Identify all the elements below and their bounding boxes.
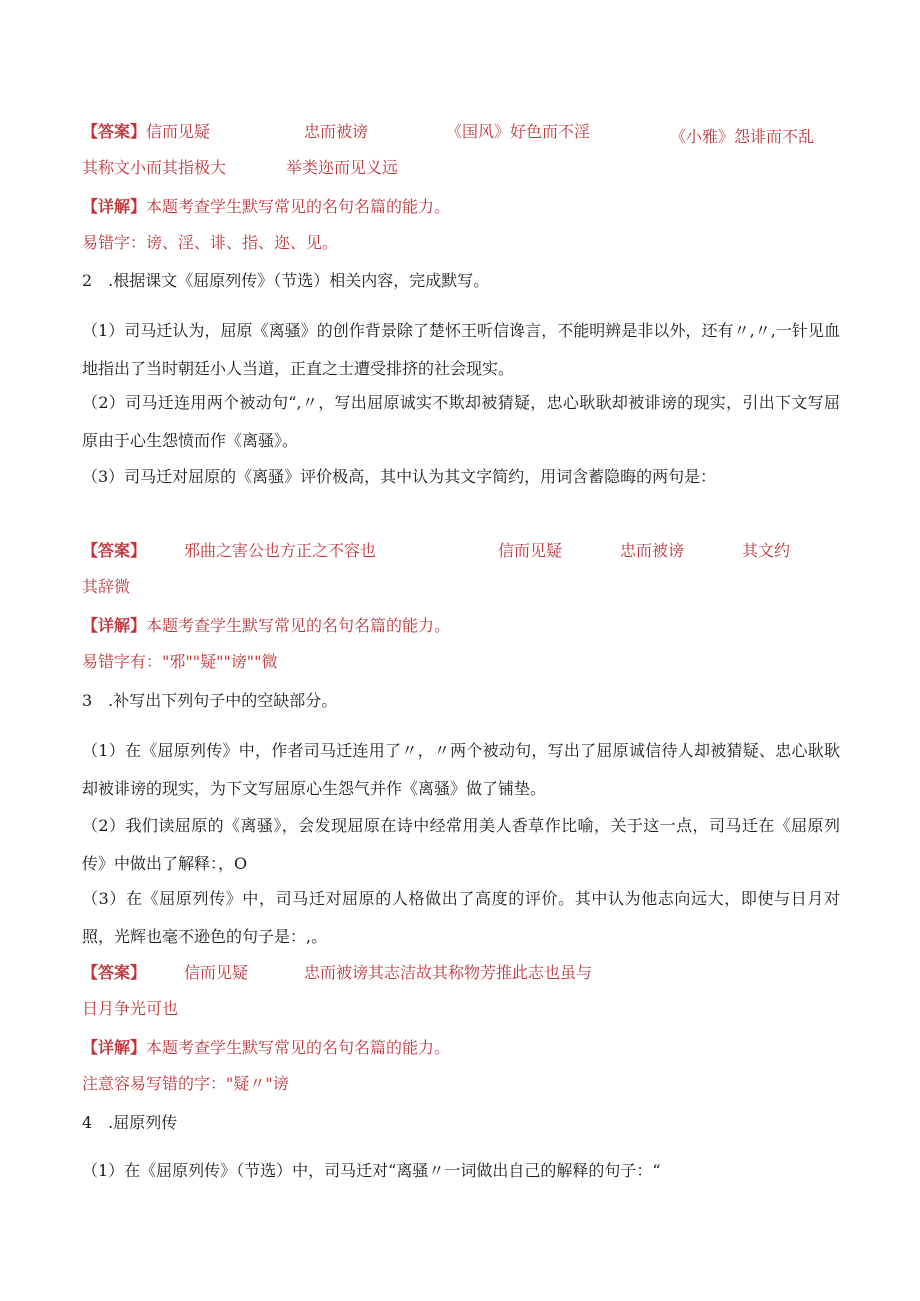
answer-item: 其辞微 bbox=[82, 577, 131, 596]
answer-label: 【答案】 bbox=[82, 122, 147, 141]
answer-item: 举类迩而见义远 bbox=[286, 158, 399, 177]
q2-error-chars: 易错字有："邪""疑""谤""微 bbox=[82, 652, 278, 671]
answer-item: 其文约 bbox=[742, 541, 791, 560]
q2-answer-label bbox=[82, 540, 146, 562]
detail-label: 【详解】 bbox=[82, 616, 147, 635]
answer-item: 信而见疑 bbox=[184, 963, 249, 982]
q3-heading: 3 .补写出下列句子中的空缺部分。 bbox=[82, 691, 338, 710]
q1-error-chars: 易错字：谤、淫、诽、指、迩、见。 bbox=[82, 233, 339, 252]
detail-label: 【详解】 bbox=[82, 197, 147, 216]
q3-detail bbox=[82, 1037, 450, 1059]
q3-item-3: （3）在《屈原列传》中，司马迁对屈原的人格做出了高度的评价。其中认为他志向远大，即使与日月对照，光辉也毫不逊色的句子是：,。 bbox=[82, 889, 840, 946]
q1-detail bbox=[82, 196, 450, 218]
answer-item: 其称文小而其指极大 bbox=[82, 158, 227, 177]
answer-item: 信而见疑 bbox=[498, 541, 563, 560]
answer-item: 《小雅》怨诽而不乱 bbox=[670, 127, 815, 146]
q2-item-3: （3）司马迁对屈原的《离骚》评价极高，其中认为其文字简约，用词含蓄隐晦的两句是： bbox=[82, 467, 717, 486]
detail-text: 本题考查学生默写常见的名句名篇的能力。 bbox=[146, 1038, 451, 1057]
answer-item: 忠而被谤 bbox=[620, 541, 685, 560]
answer-item: 《国风》好色而不淫 bbox=[446, 122, 591, 141]
detail-label: 【详解】 bbox=[82, 1038, 147, 1057]
q3-answer-label bbox=[82, 962, 146, 984]
q4-item-1: （1）在《屈原列传》（节选）中，司马迁对“离骚〃一词做出自己的解释的句子：“ bbox=[82, 1161, 661, 1180]
q3-item-2: （2）我们读屈原的《离骚》，会发现屈原在诗中经常用美人香草作比喻，关于这一点，司马迁在《屈原列传》中做出了解释：，O bbox=[82, 816, 840, 873]
answer-item: 日月争光可也 bbox=[82, 999, 179, 1018]
answer-label: 【答案】 bbox=[82, 963, 147, 982]
detail-text: 本题考查学生默写常见的名句名篇的能力。 bbox=[146, 197, 451, 216]
q3-item-1: （1）在《屈原列传》中，作者司马迁连用了〃，〃两个被动句，写出了屈原诚信待人却被猜疑、忠心耿耿却被诽谤的现实，为下文写屈原心生怨气并作《离骚》做了铺垫。 bbox=[82, 741, 840, 798]
answer-item: 信而见疑 bbox=[146, 122, 211, 141]
answer-item: 邪曲之害公也方正之不容也 bbox=[184, 541, 377, 560]
q2-item-2: （2）司马迁连用两个被动句“,〃，写出屈原诚实不欺却被猜疑，忠心耿耿却被诽谤的现实，引出下文写屈原由于心生怨愤而作《离骚》。 bbox=[82, 393, 840, 450]
answer-item: 忠而被谤其志洁故其称物芳推此志也虽与 bbox=[304, 963, 593, 982]
q2-detail bbox=[82, 615, 450, 637]
detail-text: 本题考查学生默写常见的名句名篇的能力。 bbox=[146, 616, 451, 635]
answer-item: 忠而被谤 bbox=[304, 122, 369, 141]
q2-heading: 2 .根据课文《屈原列传》（节选）相关内容，完成默写。 bbox=[82, 271, 490, 290]
answer-label: 【答案】 bbox=[82, 541, 147, 560]
q3-error-chars: 注意容易写错的字："疑〃"谤 bbox=[82, 1074, 289, 1093]
q2-item-1: （1）司马迁认为，屈原《离骚》的创作背景除了楚怀王听信谗言，不能明辨是非以外，还有〃,〃,一针见血地指出了当时朝廷小人当道，正直之士遭受排挤的社会现实。 bbox=[82, 321, 840, 378]
q4-heading: 4 .屈原列传 bbox=[82, 1113, 178, 1132]
q1-answer-row1 bbox=[82, 121, 210, 143]
